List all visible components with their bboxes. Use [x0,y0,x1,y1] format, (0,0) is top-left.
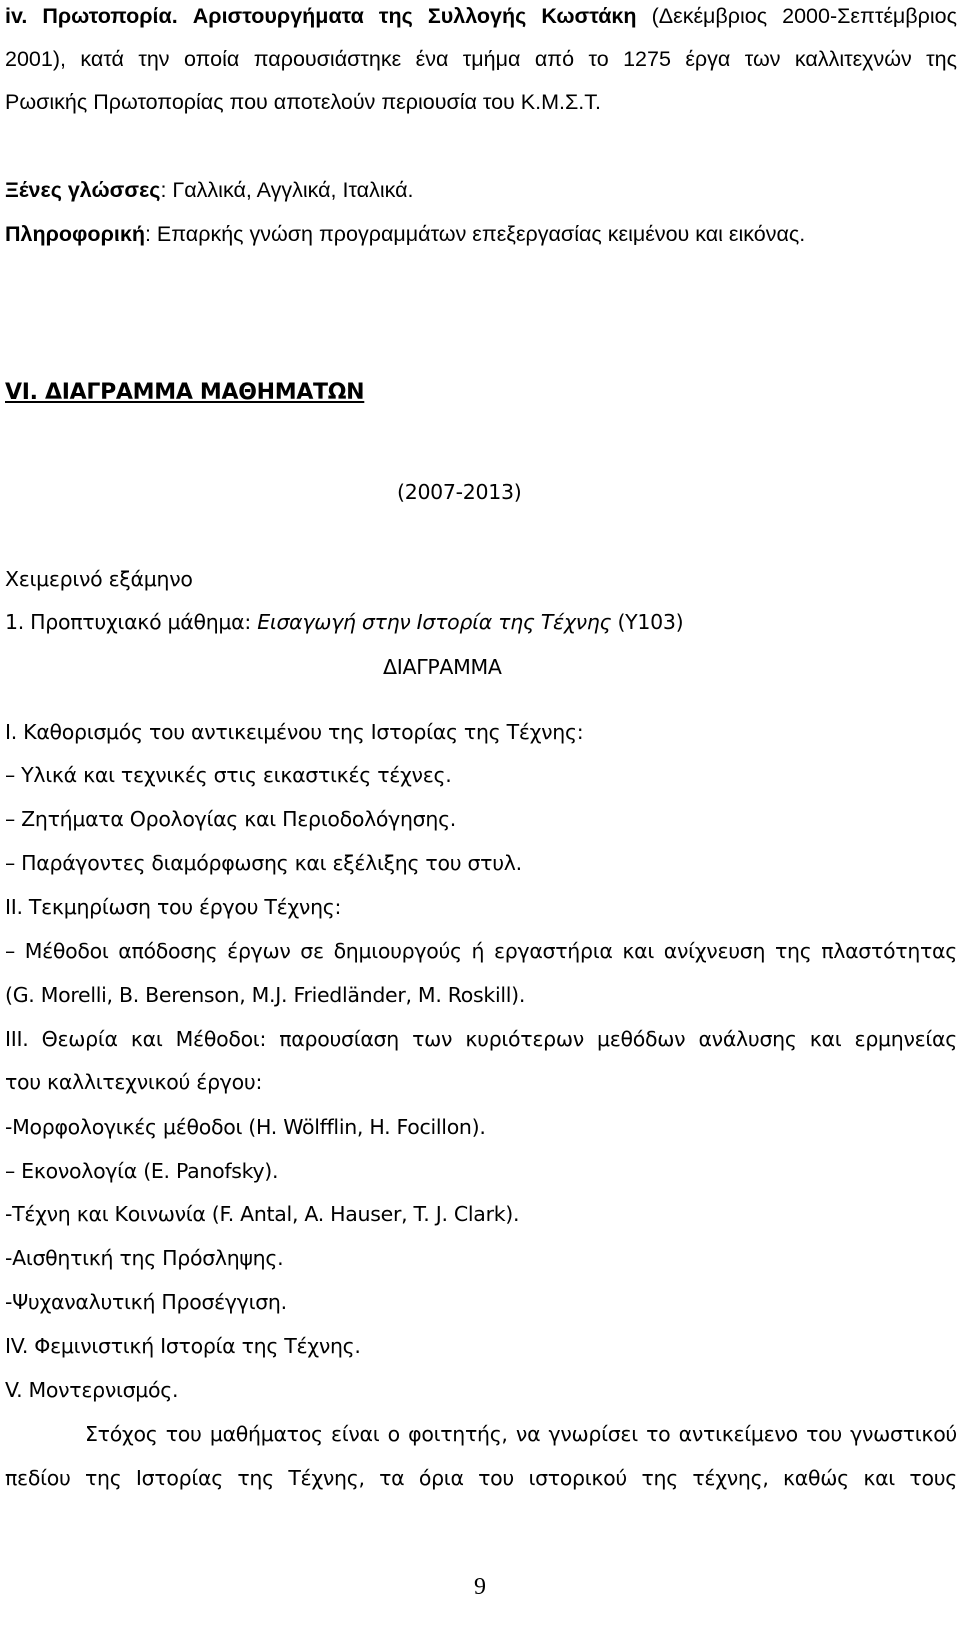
languages-value: : Γαλλικά, Αγγλικά, Ιταλικά. [160,178,414,202]
outline-item: (G. Morelli, B. Berenson, M.J. Friedländer, M. Roskill). [5,983,526,1007]
exhibition-line-3: Ρωσικής Πρωτοπορίας που αποτελούν περιουσία του Κ.Μ.Σ.Τ. [5,90,601,114]
outline-item: I. Καθορισμός του αντικειμένου της Ιστορίας της Τέχνης: [5,720,584,744]
it-skills-value: : Επαρκής γνώση προγραμμάτων επεξεργασίας κειμένου και εικόνας. [144,222,806,246]
exhibition-line-2 [5,47,957,72]
exhibition-description: , κατά την οποία παρουσιάστηκε ένα τμήμα από το 1275 έργα των καλλιτεχνών της [60,47,957,71]
outline-item: -Μορφολογικές μέθοδοι (H. Wölfflin, H. Focillon). [5,1115,486,1139]
it-skills-line [5,222,805,247]
outline-heading: ΔΙΑΓΡΑΜΜΑ [383,655,502,679]
goal-line-1: Στόχος του μαθήματος είναι ο φοιτητής, να γνωρίσει το αντικείμενο του γνωστικού [85,1422,957,1446]
exhibition-number: iv. Πρωτοπορία. [5,4,178,28]
course-line [5,610,683,634]
outline-item: – Μέθοδοι απόδοσης έργων σε δημιουργούς ή εργαστήρια και ανίχνευση της πλαστότητας [5,939,957,963]
outline-item: – Υλικά και τεχνικές στις εικαστικές τέχνες. [5,763,452,787]
outline-item: V. Μοντερνισμός. [5,1378,179,1402]
course-code: (Υ103) [611,610,684,634]
course-title: Εισαγωγή στην Ιστορία της Τέχνης [257,610,612,634]
course-prefix: 1. Προπτυχιακό μάθημα: [5,610,258,634]
outline-item: III. Θεωρία και Μέθοδοι: παρουσίαση των κυριότερων μεθόδων ανάλυσης και ερμηνείας [5,1027,957,1051]
outline-item: – Εκονολογία (E. Panofsky). [5,1159,279,1183]
outline-item: -Ψυχαναλυτική Προσέγγιση. [5,1290,287,1314]
outline-item: – Ζητήματα Ορολογίας και Περιοδολόγησης. [5,807,457,831]
semester-label: Χειμερινό εξάμηνο [5,567,193,591]
page-number: 9 [474,1574,486,1600]
goal-line-2: πεδίου της Ιστορίας της Τέχνης, τα όρια του ιστορικού της τέχνης, καθώς και τους [5,1466,957,1490]
exhibition-line-1 [5,4,957,29]
outline-item: IV. Φεμινιστική Ιστορία της Τέχνης. [5,1334,361,1358]
outline-item: -Αισθητική της Πρόσληψης. [5,1246,284,1270]
languages-label: Ξένες γλώσσες [5,178,161,202]
section-heading: VI. ΔΙΑΓΡΑΜΜΑ ΜΑΘΗΜΑΤΩΝ [5,380,365,405]
outline-item: II. Τεκμηρίωση του έργου Τέχνης: [5,895,342,919]
exhibition-dates-start: (Δεκέμβριος 2000-Σεπτέμβριος [651,4,957,28]
exhibition-title: Αριστουργήματα της Συλλογής Κωστάκη [192,4,637,28]
outline-item: του καλλιτεχνικού έργου: [5,1070,263,1094]
years-range: (2007-2013) [397,480,522,504]
outline-item: -Τέχνη και Κοινωνία (F. Antal, A. Hauser, T. J. Clark). [5,1202,520,1226]
exhibition-dates-end: 2001) [5,47,60,71]
it-skills-label: Πληροφορική [5,222,145,246]
languages-line [5,178,414,203]
outline-item: – Παράγοντες διαμόρφωσης και εξέλιξης του στυλ. [5,851,522,875]
